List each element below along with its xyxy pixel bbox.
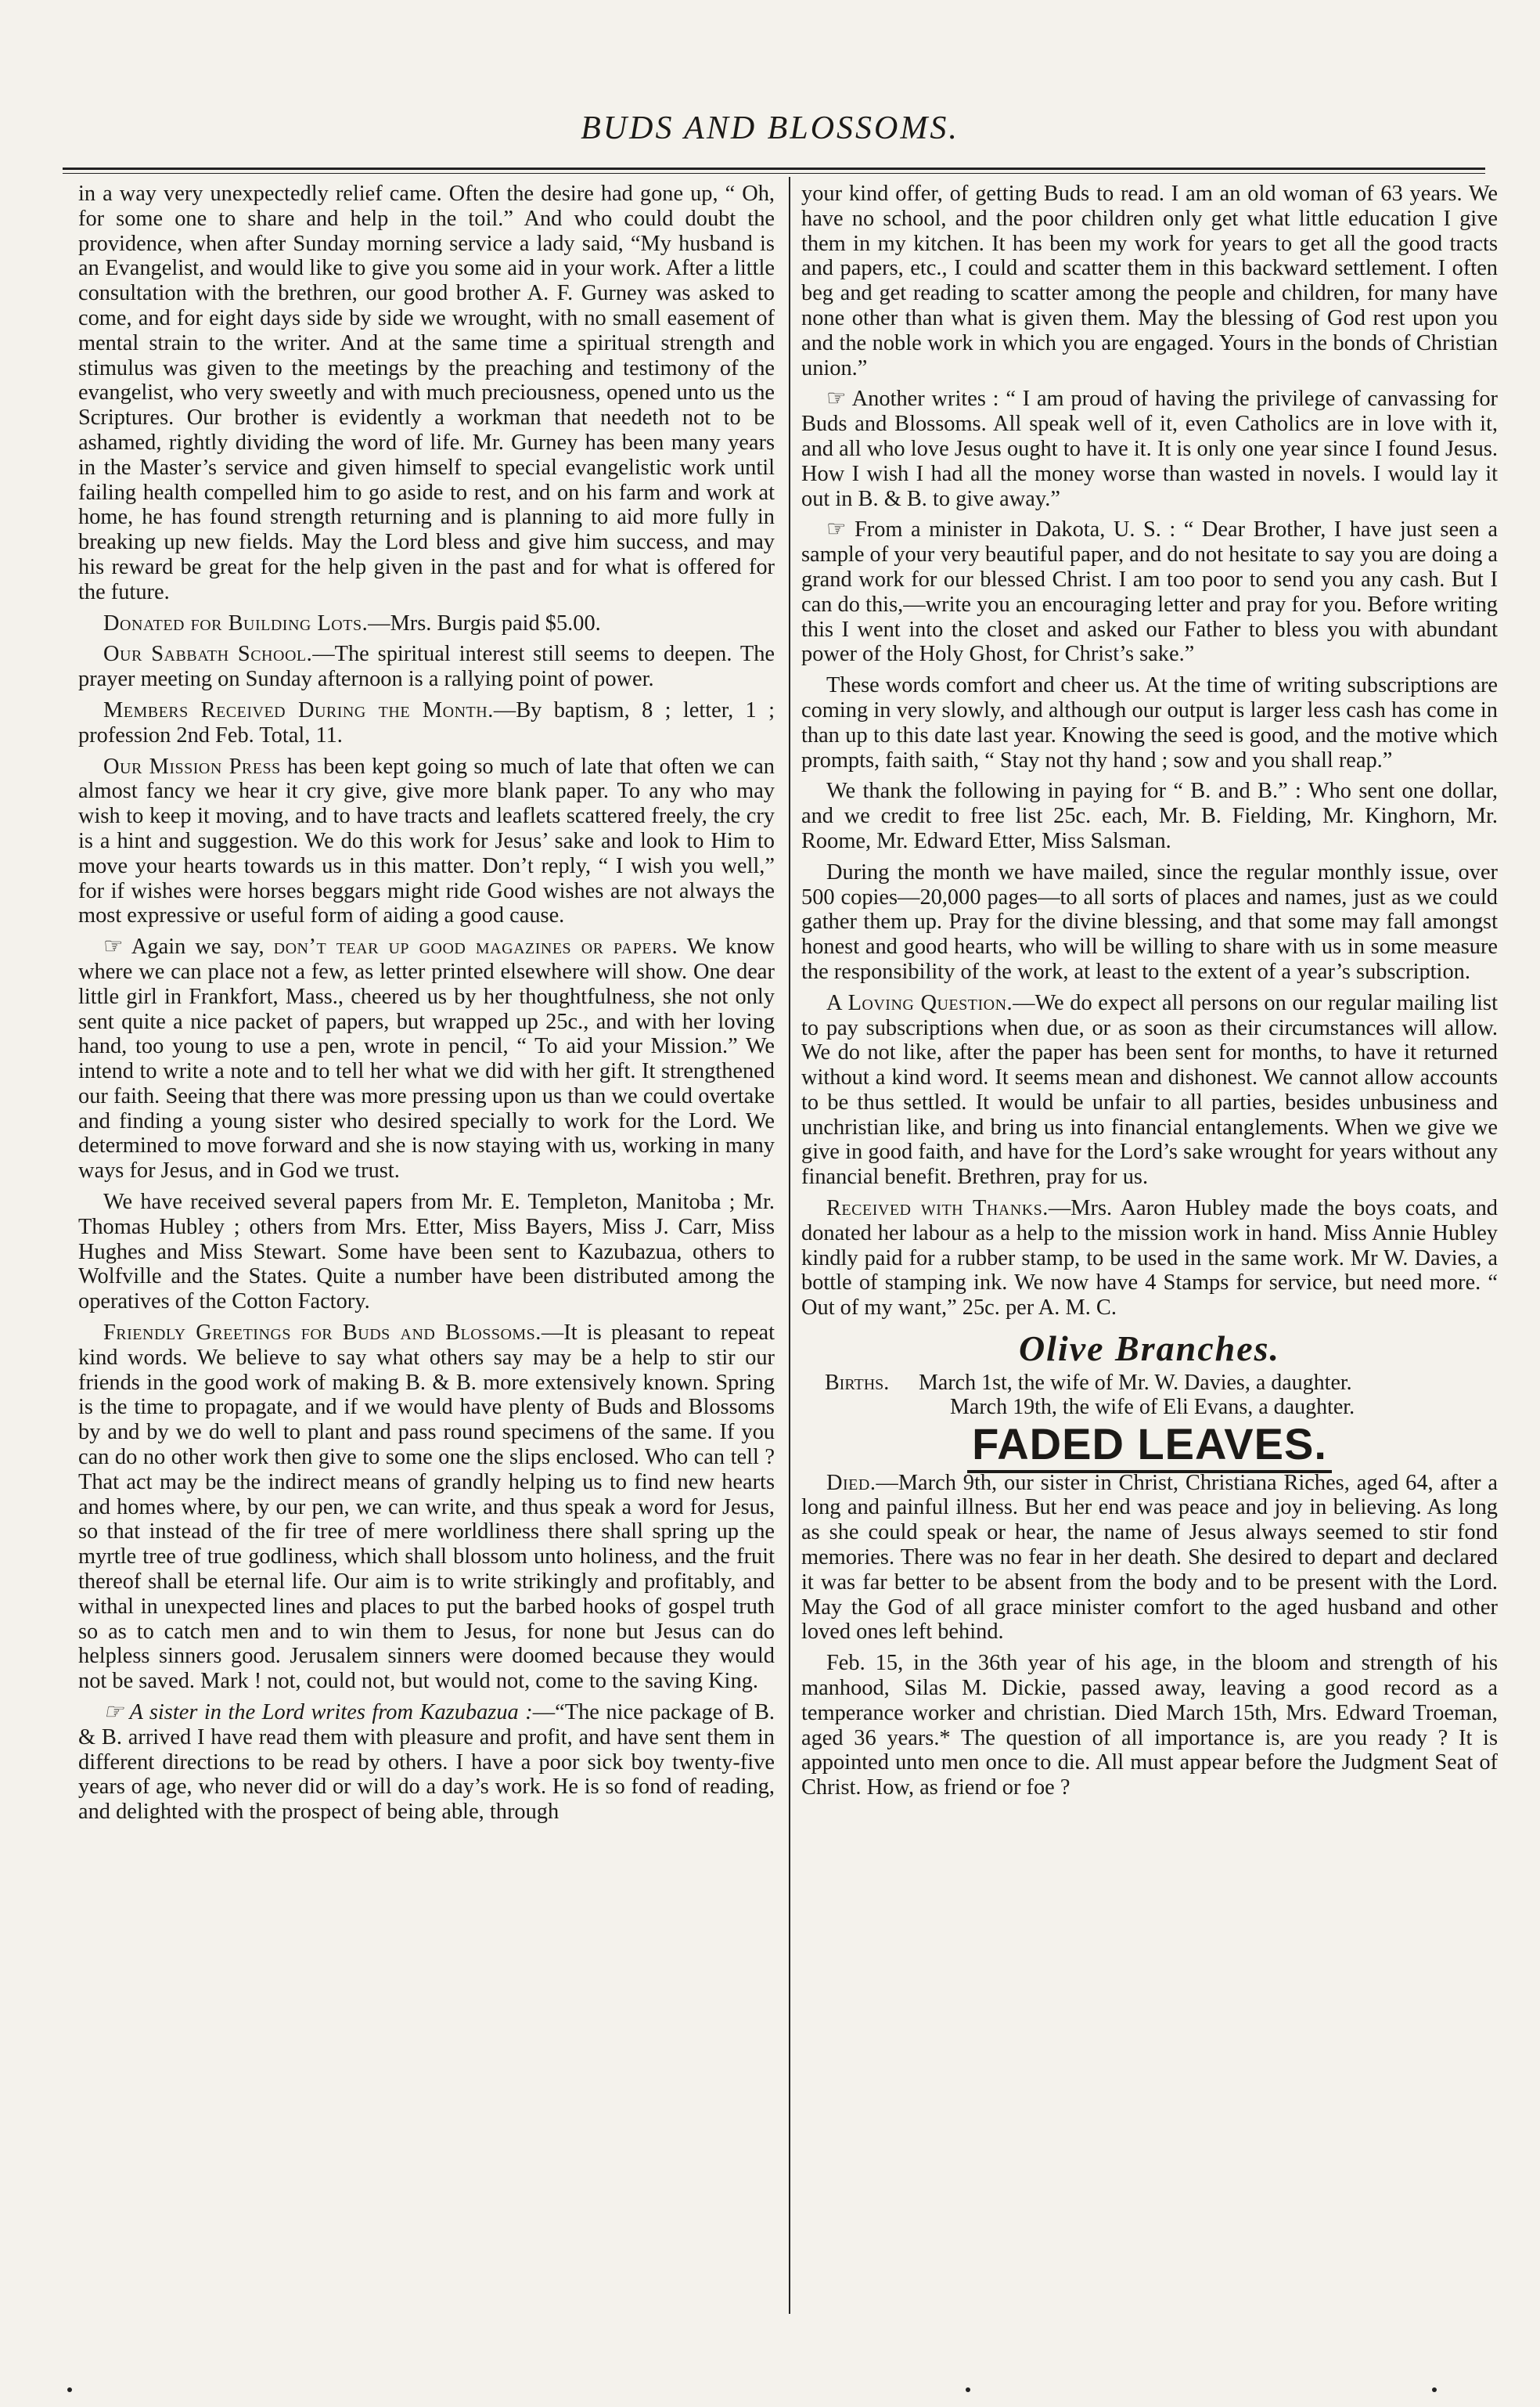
paragraph-died — [801, 1471, 1498, 1645]
heading-press: Our Mission Press — [103, 754, 281, 779]
page-title: BUDS AND BLOSSOMS. — [581, 110, 959, 146]
heading-donated: Donated for Building Lots. — [103, 611, 369, 636]
text-sabbath: —The spiritual interest still seems to deepen. The prayer meeting on Sunday afternoon is a rallying point of power. — [78, 642, 775, 692]
birth-entry: March 1st, the wife of Mr. W. Davies, a daughter. — [919, 1370, 1352, 1395]
text-died: —March 9th, our sister in Christ, Christiana Riches, aged 64, after a long and painful illness. But her end was peace and joy in believing. As long as she could speak or hear, the name of Jesus always seemed to stir fond memories. There was no fear in her death. She desired to depart and declared it was far better to be absent from the body and to be present with the Lord. May the God of all grace minister comfort to the aged husband and other loved ones left behind. — [801, 1470, 1498, 1645]
paragraph-donated — [78, 611, 775, 636]
heading-friendly: Friendly Greetings for Buds and Blossoms. — [103, 1321, 542, 1346]
paragraph-received-papers: We have received several papers from Mr. E. Templeton, Manitoba ; Mr. Thomas Hubley ; others from Mrs. Etter, Miss Bayers, Miss J. Carr, Miss Hughes and Miss Stewart. Some have been sent to Kazubazua, others to Wolfville and the States. Quite a number have been distributed among the operatives of the Cotton Factory. — [78, 1190, 775, 1314]
heading-died: Died. — [826, 1470, 876, 1495]
text-again: We know where we can place not a few, as letter printed elsewhere will show. One dear little girl in Frankfort, Mass., cheered us by her thoughtfulness, she not only sent quite a nice packet of papers, but wrapped up 25c., and with her loving hand, too young to use a pen, wrote in pencil, “ To aid your Mission.” We intend to write a note and to tell her what we did with her gift. It strengthened our faith. Seeing that there was more pressing upon us than we could overtake and finding a young sister who desired specially to work for the Lord. We determined to move forward and she is now staying with us, working in many ways for Jesus, and in God we trust. — [78, 935, 775, 1184]
heading-sister: ☞ A sister in the Lord writes from Kazubazua : — [103, 1700, 533, 1725]
text-loving: —We do expect all persons on our regular mailing list to pay subscriptions when due, or as soon as their circumstances will allow. We do not like, after the paper has been sent for months, to have it returned without a kind word. It seems mean and dishonest. We cannot allow accounts to be thus settled. It would be unfair to all parties, besides unbusiness and unchristian like, and bring us into financial entanglements. When we give we give in good faith, and have for the Lord’s sake wrought for years without any financial benefit. Brethren, pray for us. — [801, 990, 1498, 1190]
heading-loving: A Loving Question. — [826, 990, 1013, 1015]
births-label: Births. — [825, 1370, 890, 1395]
paragraph-thanks — [801, 1196, 1498, 1321]
paragraph-gurney: in a way very unexpectedly relief came. Often the desire had gone up, “ Oh, for some one to share and help in the toil.” And who could doubt the providence, when after Sunday morning service a lady said, “My husband is an Evangelist, and would like to give you some aid in your work. After a little consultation with the brethren, our good brother A. F. Gurney was asked to come, and for eight days side by side we wrought, with no small easement of mental strain to the writer. And at the same time a spiritual strength and stimulus was given to the meetings by the preaching and testimony of the evangelist, who very sweetly and with much preciousness, opened unto us the Scriptures. Our brother is evidently a workman that needeth not to be ashamed, rightly dividing the word of life. Mr. Gurney has been many years in the Master’s service and given himself to special evangelistic work until failing health compelled him to go aside to rest, and on his farm and work at home, he has found strength returning and is planning to aid more fully in breaking up new fields. May the Lord bless and give him success, and may his reward be great for the help given in the past and for what is offered for the future. — [78, 182, 775, 604]
ink-speck — [966, 2387, 970, 2392]
paragraph-during: During the month we have mailed, since the regular monthly issue, over 500 copies—20,000 pages—to all sorts of places and names, just as we could gather them up. Pray for the divine blessing, and that some may fall amongst honest and good hearts, who will be willing to share with us in some measure the responsibility of the work, at least to the extent of a year’s subscription. — [801, 859, 1498, 984]
heading-sabbath: Our Sabbath School. — [103, 642, 313, 667]
bottom-margin-marks — [0, 2387, 1540, 2395]
paragraph-these-words: These words comfort and cheer us. At the time of writing subscriptions are coming in very slowly, and although our output is larger less cash has come in than up to this date last year. Knowing the seed is good, and the motive which prompts, faith saith, “ Stay not thy hand ; sow and you shall reap.” — [801, 673, 1498, 773]
column-divider — [789, 177, 790, 2314]
births-list — [825, 1371, 1498, 1419]
paragraph-again — [78, 935, 775, 1184]
paragraph-feb: Feb. 15, in the 36th year of his age, in the bloom and strength of his manhood, Silas M. Dickie, passed away, leaving a good record as a temperance worker and christian. Died March 15th, Mrs. Edward Troeman, aged 36 years.* The question of all importance is, are you ready ? It is appointed unto men once to die. All must appear before the Judgment Seat of Christ. How, as friend or foe ? — [801, 1651, 1498, 1800]
paragraph-friendly — [78, 1321, 775, 1694]
text-donated: —Mrs. Burgis paid $5.00. — [368, 611, 601, 636]
text-again-pre: ☞ Again we say, — [103, 935, 274, 960]
text-press: has been kept going so much of late that often we can almost fancy we hear it cry give, give more blank paper. To any who may wish to keep it moving, and to have tracts and leaflets scattered freely, the cry is a hint and suggestion. We do this work for Jesus’ sake and look to Him to move your hearts towards us in this matter. Don’t reply, “ I wish you well,” for if wishes were horses beggars might ride Good wishes are not always the most expressive or useful form of aiding a good cause. — [78, 754, 775, 928]
paragraph-sister — [78, 1700, 775, 1825]
text-friendly: —It is pleasant to repeat kind words. We believe to say what others say may be a help to stir our friends in the good work of making B. & B. more extensively known. Spring is the time to propagate, and if we would have plenty of Buds and Blossoms by and by we do well to plant and pass round specimens of the same. If you can do no other work then give to some one the slips enclosed. Who can tell ? That act may be the indirect means of grandly helping us to find new hearts and homes where, by our pen, we can write, and thus speak a word for Jesus, so that instead of the fir tree of mere worldliness there shall spring up the myrtle tree of true godliness, which shall blossom unto holiness, and the fruit thereof shall be eternal life. Our aim is to write strikingly and profitably, and withal in unexpected lines and places to put the barbed hooks of gospel truth so as to catch men and to win them to Jesus, for none but Jesus can do helpless sinners good. Jerusalem sinners were doomed because they would not be saved. Mark ! not, could not, but would not, come to the saving King. — [78, 1321, 775, 1694]
paragraph-loving — [801, 991, 1498, 1190]
left-column — [78, 182, 775, 1831]
paragraph-dakota: ☞ From a minister in Dakota, U. S. : “ Dear Brother, I have just seen a sample of your very beautiful paper, and do not hesitate to say you are doing a grand work for our blessed Christ. I am too poor to send you any cash. But I can do this,—write you an encouraging letter and pray for you. Before writing this I went into the closet and asked our Father to bless you with abundant power of the Holy Ghost, for Christ’s sake.” — [801, 517, 1498, 667]
heading-again: don’t tear up good magazines or papers. — [273, 935, 678, 960]
paragraph-another: ☞ Another writes : “ I am proud of having the privilege of canvassing for Buds and Blossoms. All speak well of it, even Catholics are in love with it, and all who love Jesus ought to have it. It is only one year since I found Jesus. How I wish I had all the money worse than wasted in novels. I would lay it out in B. & B. to give away.” — [801, 387, 1498, 511]
right-column — [801, 182, 1498, 1807]
paragraph-letter-cont: your kind offer, of getting Buds to read. I am an old woman of 63 years. We have no school, and the poor children only get what little education I give them in my kitchen. It has been my work for years to get all the good tracts and papers, etc., I could and scatter them in this backward settlement. I often beg and get reading to scatter among the people and children, for many have none other than what is given them. May the blessing of God rest upon you and the noble work in which you are engaged. Yours in the bonds of Christian union.” — [801, 182, 1498, 380]
text-sister: —“The nice package of B. & B. arrived I have read them with pleasure and profit, and have sent them in different directions to be read by others. I have a poor sick boy twenty-five years of age, who never did or will do a day’s work. He is so fond of reading, and delighted with the prospect of being able, through — [78, 1700, 775, 1825]
ink-speck — [67, 2387, 72, 2392]
faded-leaves-text: FADED LEAVES. — [967, 1419, 1332, 1473]
section-title-olive-branches: Olive Branches. — [1018, 1328, 1281, 1369]
header-rule — [63, 168, 1485, 170]
birth-entry: March 19th, the wife of Eli Evans, a daughter. — [950, 1394, 1355, 1419]
paragraph-members — [78, 698, 775, 748]
paragraph-sabbath — [78, 642, 775, 692]
heading-thanks: Received with Thanks. — [826, 1196, 1049, 1221]
paragraph-press — [78, 755, 775, 929]
paragraph-thank: We thank the following in paying for “ B. and B.” : Who sent one dollar, and we credit to free list 25c. each, Mr. B. Fielding, Mr. Kinghorn, Mr. Roome, Mr. Edward Etter, Miss Salsman. — [801, 779, 1498, 853]
heading-members: Members Received During the Month. — [103, 697, 494, 722]
ink-speck — [1432, 2387, 1437, 2392]
section-title-faded-leaves — [801, 1418, 1498, 1468]
header-rule-thin — [63, 173, 1485, 174]
text-thanks: —Mrs. Aaron Hubley made the boys coats, and donated her labour as a help to the mission work in hand. Miss Annie Hubley kindly paid for a rubber stamp, to be used in the same work. Mr W. Davies, a bottle of stamping ink. We now have 4 Stamps for service, but need more. “ Out of my want,” 25c. per A. M. C. — [801, 1196, 1498, 1321]
text-members: —By baptism, 8 ; letter, 1 ; profession 2nd Feb. Total, 11. — [78, 697, 775, 748]
